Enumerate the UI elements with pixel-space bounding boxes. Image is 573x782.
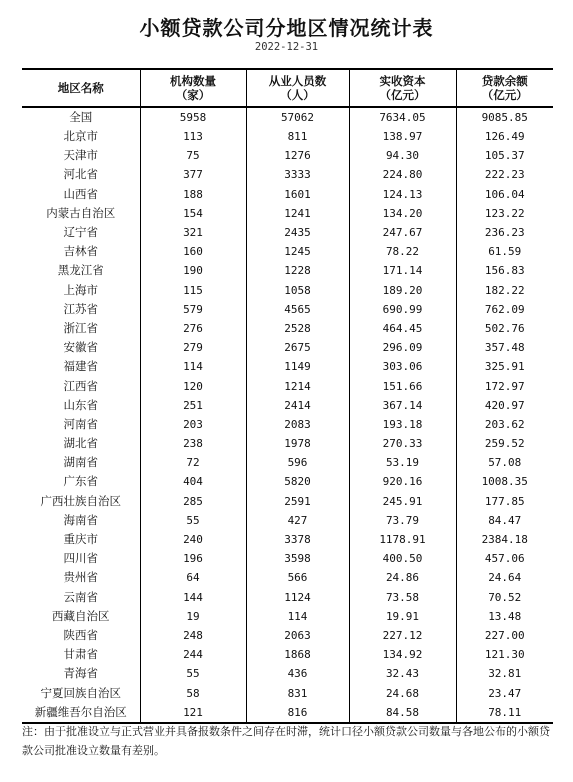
- institution-count-cell: 58: [140, 683, 246, 702]
- institution-count-cell: 75: [140, 146, 246, 165]
- institution-count-cell: 121: [140, 703, 246, 723]
- header-employee-count: 从业人员数 （人）: [246, 69, 349, 107]
- region-cell: 山西省: [63, 186, 98, 201]
- employee-count-cell: 566: [246, 568, 349, 587]
- table-row: [22, 453, 553, 472]
- table-row: [22, 338, 553, 357]
- employee-count-cell: 427: [246, 511, 349, 530]
- region-cell: 新疆维吾尔自治区: [22, 703, 140, 723]
- employee-count-cell: 2435: [246, 223, 349, 242]
- loan-balance-cell: 325.91: [456, 357, 553, 376]
- loan-balance-cell: 57.08: [456, 453, 553, 472]
- loan-balance-cell: 236.23: [456, 223, 553, 242]
- region-cell: 湖北省: [63, 436, 98, 451]
- paid-in-capital-cell: 690.99: [349, 300, 456, 319]
- region-cell: 青海省: [63, 666, 98, 681]
- loan-balance-cell: 177.85: [456, 492, 553, 511]
- loan-balance-cell: 13.48: [456, 607, 553, 626]
- employee-count-cell: 4565: [246, 300, 349, 319]
- institution-count-cell: 248: [140, 626, 246, 645]
- employee-count-cell: 816: [246, 703, 349, 723]
- region-cell: 山东省: [63, 397, 98, 412]
- institution-count-cell: 276: [140, 319, 246, 338]
- table-row: [22, 204, 553, 223]
- employee-count-cell: 2675: [246, 338, 349, 357]
- paid-in-capital-cell: 84.58: [349, 703, 456, 723]
- loan-balance-cell: 2384.18: [456, 530, 553, 549]
- institution-count-cell: 55: [140, 511, 246, 530]
- region-cell: 全国: [69, 110, 93, 124]
- loan-balance-cell: 762.09: [456, 300, 553, 319]
- table-row: [22, 223, 553, 242]
- paid-in-capital-cell: 7634.05: [349, 107, 456, 127]
- loan-balance-cell: 106.04: [456, 185, 553, 204]
- loan-balance-cell: 203.62: [456, 415, 553, 434]
- institution-count-cell: 113: [140, 127, 246, 146]
- footnote: 注：由于批准设立与正式营业并具备报数条件之间存在时滞，统计口径小额贷款公司数量与各地公布的小额贷款公司批准设立数量有差别。: [22, 725, 550, 757]
- region-cell: 天津市: [63, 148, 98, 163]
- loan-balance-cell: 420.97: [456, 396, 553, 415]
- table-row: [22, 683, 553, 702]
- paid-in-capital-cell: 920.16: [349, 472, 456, 491]
- region-cell: 上海市: [63, 282, 98, 297]
- employee-count-cell: 1601: [246, 185, 349, 204]
- region-cell: 陕西省: [63, 627, 98, 642]
- paid-in-capital-cell: 94.30: [349, 146, 456, 165]
- region-cell: 江西省: [63, 378, 98, 393]
- employee-count-cell: 2063: [246, 626, 349, 645]
- table-row: [22, 492, 553, 511]
- paid-in-capital-cell: 464.45: [349, 319, 456, 338]
- table-row: [22, 261, 553, 280]
- employee-count-cell: 1124: [246, 588, 349, 607]
- paid-in-capital-cell: 73.79: [349, 511, 456, 530]
- paid-in-capital-cell: 224.80: [349, 165, 456, 184]
- paid-in-capital-cell: 73.58: [349, 588, 456, 607]
- institution-count-cell: 321: [140, 223, 246, 242]
- loan-balance-cell: 24.64: [456, 568, 553, 587]
- institution-count-cell: 579: [140, 300, 246, 319]
- paid-in-capital-cell: 78.22: [349, 242, 456, 261]
- institution-count-cell: 160: [140, 242, 246, 261]
- institution-count-cell: 377: [140, 165, 246, 184]
- loan-balance-cell: 502.76: [456, 319, 553, 338]
- institution-count-cell: 404: [140, 472, 246, 491]
- employee-count-cell: 3598: [246, 549, 349, 568]
- table-header-row: [22, 69, 553, 107]
- region-cell: 宁夏回族自治区: [40, 685, 121, 700]
- institution-count-cell: 196: [140, 549, 246, 568]
- institution-count-cell: 279: [140, 338, 246, 357]
- region-cell: 湖南省: [63, 455, 98, 470]
- table-row: [22, 568, 553, 587]
- paid-in-capital-cell: 138.97: [349, 127, 456, 146]
- paid-in-capital-cell: 367.14: [349, 396, 456, 415]
- employee-count-cell: 2591: [246, 492, 349, 511]
- loan-balance-cell: 84.47: [456, 511, 553, 530]
- paid-in-capital-cell: 296.09: [349, 338, 456, 357]
- employee-count-cell: 2414: [246, 396, 349, 415]
- loan-balance-cell: 126.49: [456, 127, 553, 146]
- loan-balance-cell: 70.52: [456, 588, 553, 607]
- employee-count-cell: 1868: [246, 645, 349, 664]
- paid-in-capital-cell: 227.12: [349, 626, 456, 645]
- institution-count-cell: 240: [140, 530, 246, 549]
- table-row: [22, 511, 553, 530]
- table-row: [22, 664, 553, 683]
- table-row: [22, 165, 553, 184]
- paid-in-capital-cell: 24.86: [349, 568, 456, 587]
- loan-balance-cell: 121.30: [456, 645, 553, 664]
- institution-count-cell: 72: [140, 453, 246, 472]
- region-cell: 甘肃省: [63, 647, 98, 662]
- institution-count-cell: 114: [140, 357, 246, 376]
- table-row: [22, 607, 553, 626]
- employee-count-cell: 596: [246, 453, 349, 472]
- region-cell: 河南省: [63, 416, 98, 431]
- table-row: [22, 185, 553, 204]
- loan-balance-cell: 457.06: [456, 549, 553, 568]
- table-row: [22, 645, 553, 664]
- employee-count-cell: 811: [246, 127, 349, 146]
- employee-count-cell: 1214: [246, 376, 349, 395]
- region-cell: 四川省: [63, 551, 98, 566]
- paid-in-capital-cell: 1178.91: [349, 530, 456, 549]
- region-cell: 云南省: [63, 589, 98, 604]
- institution-count-cell: 120: [140, 376, 246, 395]
- loan-balance-cell: 9085.85: [456, 107, 553, 127]
- institution-count-cell: 154: [140, 204, 246, 223]
- employee-count-cell: 5820: [246, 472, 349, 491]
- loan-balance-cell: 61.59: [456, 242, 553, 261]
- employee-count-cell: 2528: [246, 319, 349, 338]
- region-cell: 江苏省: [63, 301, 98, 316]
- institution-count-cell: 115: [140, 281, 246, 300]
- paid-in-capital-cell: 124.13: [349, 185, 456, 204]
- loan-balance-cell: 78.11: [456, 703, 553, 723]
- table-row: [22, 376, 553, 395]
- header-institution-count: 机构数量 （家）: [140, 69, 246, 107]
- institution-count-cell: 188: [140, 185, 246, 204]
- loan-balance-cell: 1008.35: [456, 472, 553, 491]
- table-row: [22, 300, 553, 319]
- region-cell: 贵州省: [63, 570, 98, 585]
- paid-in-capital-cell: 193.18: [349, 415, 456, 434]
- table-row: [22, 357, 553, 376]
- region-cell: 广东省: [63, 474, 98, 489]
- employee-count-cell: 57062: [246, 107, 349, 127]
- header-loan-balance: 贷款余额 （亿元）: [456, 69, 553, 107]
- table-row: [22, 107, 553, 127]
- paid-in-capital-cell: 303.06: [349, 357, 456, 376]
- institution-count-cell: 285: [140, 492, 246, 511]
- employee-count-cell: 1245: [246, 242, 349, 261]
- employee-count-cell: 1149: [246, 357, 349, 376]
- paid-in-capital-cell: 134.92: [349, 645, 456, 664]
- loan-balance-cell: 105.37: [456, 146, 553, 165]
- table-row: [22, 703, 553, 723]
- region-cell: 北京市: [63, 129, 98, 144]
- header-region: 地区名称: [22, 69, 140, 107]
- table-row: [22, 626, 553, 645]
- table-row: [22, 396, 553, 415]
- employee-count-cell: 1058: [246, 281, 349, 300]
- institution-count-cell: 19: [140, 607, 246, 626]
- loan-balance-cell: 357.48: [456, 338, 553, 357]
- region-cell: 吉林省: [63, 244, 98, 259]
- table-row: [22, 530, 553, 549]
- employee-count-cell: 1241: [246, 204, 349, 223]
- region-cell: 河北省: [63, 167, 98, 182]
- paid-in-capital-cell: 53.19: [349, 453, 456, 472]
- table-row: [22, 415, 553, 434]
- table-row: [22, 127, 553, 146]
- loan-balance-cell: 172.97: [456, 376, 553, 395]
- region-cell: 浙江省: [63, 320, 98, 335]
- paid-in-capital-cell: 400.50: [349, 549, 456, 568]
- header-paid-in-capital: 实收资本 （亿元）: [349, 69, 456, 107]
- institution-count-cell: 5958: [140, 107, 246, 127]
- paid-in-capital-cell: 171.14: [349, 261, 456, 280]
- employee-count-cell: 1978: [246, 434, 349, 453]
- loan-balance-cell: 227.00: [456, 626, 553, 645]
- region-cell: 重庆市: [63, 532, 98, 547]
- employee-count-cell: 114: [246, 607, 349, 626]
- table-body: [22, 107, 553, 723]
- loan-balance-cell: 32.81: [456, 664, 553, 683]
- institution-count-cell: 251: [140, 396, 246, 415]
- region-cell: 福建省: [63, 359, 98, 374]
- region-cell: 西藏自治区: [52, 608, 110, 623]
- institution-count-cell: 190: [140, 261, 246, 280]
- institution-count-cell: 244: [140, 645, 246, 664]
- region-cell: 海南省: [63, 512, 98, 527]
- report-date: 2022-12-31: [254, 41, 319, 53]
- institution-count-cell: 203: [140, 415, 246, 434]
- employee-count-cell: 3378: [246, 530, 349, 549]
- paid-in-capital-cell: 270.33: [349, 434, 456, 453]
- loan-balance-cell: 222.23: [456, 165, 553, 184]
- table-row: [22, 588, 553, 607]
- institution-count-cell: 144: [140, 588, 246, 607]
- loan-balance-cell: 259.52: [456, 434, 553, 453]
- page-title: 小额贷款公司分地区情况统计表: [139, 16, 434, 40]
- region-cell: 广西壮族自治区: [40, 493, 121, 508]
- table-row: [22, 281, 553, 300]
- employee-count-cell: 1228: [246, 261, 349, 280]
- employee-count-cell: 436: [246, 664, 349, 683]
- institution-count-cell: 64: [140, 568, 246, 587]
- table-row: [22, 146, 553, 165]
- table-row: [22, 242, 553, 261]
- paid-in-capital-cell: 151.66: [349, 376, 456, 395]
- institution-count-cell: 55: [140, 664, 246, 683]
- paid-in-capital-cell: 32.43: [349, 664, 456, 683]
- paid-in-capital-cell: 134.20: [349, 204, 456, 223]
- paid-in-capital-cell: 247.67: [349, 223, 456, 242]
- region-cell: 辽宁省: [63, 225, 98, 240]
- region-cell: 黑龙江省: [57, 263, 104, 278]
- table-row: [22, 549, 553, 568]
- loan-balance-cell: 156.83: [456, 261, 553, 280]
- institution-count-cell: 238: [140, 434, 246, 453]
- loan-balance-cell: 23.47: [456, 683, 553, 702]
- loan-balance-cell: 123.22: [456, 204, 553, 223]
- table-row: [22, 472, 553, 491]
- paid-in-capital-cell: 24.68: [349, 683, 456, 702]
- employee-count-cell: 3333: [246, 165, 349, 184]
- employee-count-cell: 831: [246, 683, 349, 702]
- loan-balance-cell: 182.22: [456, 281, 553, 300]
- employee-count-cell: 2083: [246, 415, 349, 434]
- employee-count-cell: 1276: [246, 146, 349, 165]
- paid-in-capital-cell: 245.91: [349, 492, 456, 511]
- region-cell: 安徽省: [63, 340, 98, 355]
- paid-in-capital-cell: 189.20: [349, 281, 456, 300]
- statistics-table: [22, 68, 553, 724]
- table-row: [22, 434, 553, 453]
- table-row: [22, 319, 553, 338]
- paid-in-capital-cell: 19.91: [349, 607, 456, 626]
- region-cell: 内蒙古自治区: [46, 205, 116, 220]
